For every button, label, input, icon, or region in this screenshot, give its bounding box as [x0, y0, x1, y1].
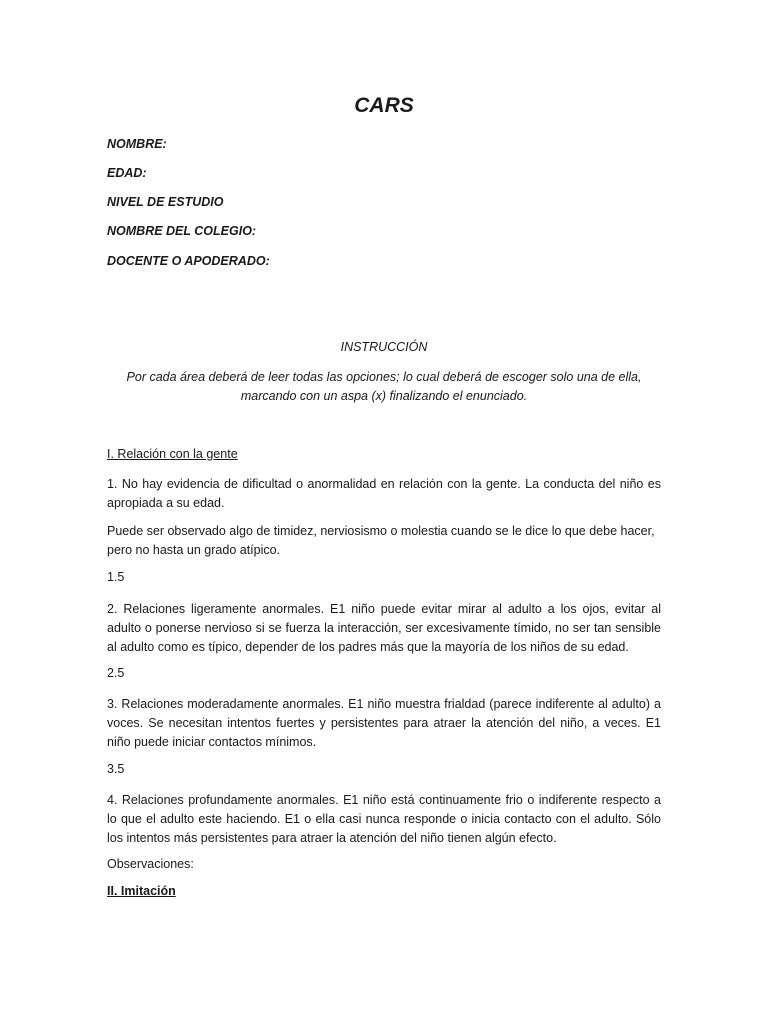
score-2-5: 2.5 — [107, 666, 125, 680]
section-1-item-3: 3. Relaciones moderadamente anormales. E1 niño muestra frialdad (parece indiferente al adulto) a voces. Se necesitan intentos fuertes y persistentes para atraer la atención del niño, a veces. E1 niño puede iniciar contactos mínimos. — [107, 697, 661, 749]
field-nombre-del-colegio: NOMBRE DEL COLEGIO: — [107, 224, 257, 238]
instruction-text: Por cada área deberá de leer todas las opciones; lo cual deberá de escoger solo una de ella, marcando con un aspa (x) finalizando el enunciado. — [126, 370, 642, 403]
field-docente-o-apoderado: DOCENTE O APODERADO: — [107, 254, 270, 268]
instruction-heading: INSTRUCCIÓN — [340, 340, 428, 354]
section-1-item-1-note: Puede ser observado algo de timidez, nerviosismo o molestia cuando se le dice lo que debe hacer, pero no hasta un grado atípico. — [107, 524, 655, 557]
score-3-5: 3.5 — [107, 762, 125, 776]
score-1-5: 1.5 — [107, 570, 125, 584]
field-edad: EDAD: — [107, 166, 147, 180]
document-title: CARS — [354, 94, 414, 117]
section-1-heading: I. Relación con la gente — [107, 447, 238, 461]
section-1-item-4: 4. Relaciones profundamente anormales. E1 niño está continuamente frio o indiferente respecto a lo que el adulto este haciendo. E1 o ella casi nunca responde o inicia contacto con el adulto. Sólo los intentos más persistentes para atraer la atención del niño tienen algún efecto. — [107, 793, 661, 845]
field-nombre: NOMBRE: — [107, 137, 167, 151]
observations-label: Observaciones: — [107, 857, 194, 871]
section-1-item-2: 2. Relaciones ligeramente anormales. E1 niño puede evitar mirar al adulto a los ojos, evitar al adulto o ponerse nervioso si se fuerza la interacción, ser excesivamente tímido, no ser tan sensible al adulto como es típico, depender de los padres más que la mayoría de los niños de su edad. — [107, 602, 661, 654]
section-2-heading: II. Imitación — [107, 884, 176, 898]
field-nivel-de-estudio: NIVEL DE ESTUDIO — [107, 195, 224, 209]
section-1-item-1: 1. No hay evidencia de dificultad o anormalidad en relación con la gente. La conducta del niño es apropiada a su edad. — [107, 477, 661, 510]
